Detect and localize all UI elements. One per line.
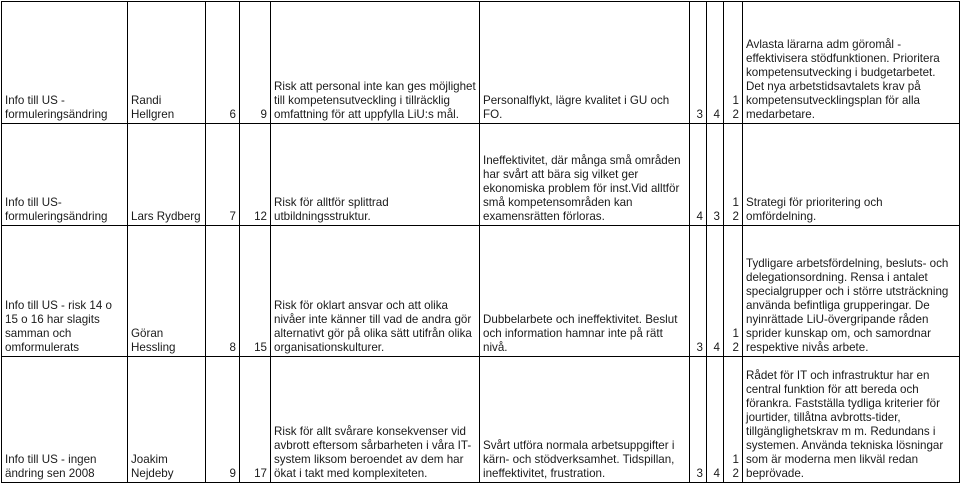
responsible-cell: Göran Hessling: [128, 226, 206, 357]
number-cell: 8: [206, 226, 240, 357]
consequence-score-cell: 4: [707, 2, 724, 124]
consequence-cell: Svårt utföra normala arbetsuppgifter i kärn- och stödverksamhet. Tidspillan, ineffektivitet, frustration.: [480, 357, 690, 483]
risk-number-cell: 15: [240, 226, 271, 357]
consequence-score-cell: 4: [707, 357, 724, 483]
probability-cell: 3: [690, 2, 707, 124]
action-cell: Avlasta lärarna adm göromål - effektivisera stödfunktionen. Prioritera kompetensutvecking i budgetarbetet. Det nya arbetstidsavtalets krav på kompetensutvecklingsplan för alla medarbetare.: [743, 2, 960, 124]
risk-description-cell: Risk för allt svårare konsekvenser vid avbrott eftersom sårbarheten i våra IT-system liksom beroendet av dem har ökat i takt med komplexiteten.: [271, 357, 480, 483]
table-row: [2, 357, 960, 483]
risk-description-cell: Risk för oklart ansvar och att olika nivåer inte känner till vad de andra gör alternativt gör på olika sätt utifrån olika organisationskulturer.: [271, 226, 480, 357]
consequence-score-cell: 4: [707, 226, 724, 357]
action-cell: Rådet för IT och infrastruktur har en central funktion för att bereda och förankra. Fastställa tydliga kriterier för jourtider, tillåtna avbrotts-tider, tillgänglighetskrav m m. Redundans i systemen. Använda tekniska lösningar som är moderna men likväl redan beprövade.: [743, 357, 960, 483]
number-cell: 6: [206, 2, 240, 124]
probability-cell: 4: [690, 124, 707, 226]
risk-value-cell: 12: [724, 226, 743, 357]
risk-value-cell: 12: [724, 357, 743, 483]
action-cell: Strategi för prioritering och omfördelning.: [743, 124, 960, 226]
risk-number-cell: 12: [240, 124, 271, 226]
probability-cell: 3: [690, 226, 707, 357]
risk-table: [1, 1, 960, 483]
responsible-cell: Randi Hellgren: [128, 2, 206, 124]
number-cell: 7: [206, 124, 240, 226]
consequence-cell: Ineffektivitet, där många små områden har svårt att bära sig vilket ger ekonomiska problem för inst.Vid alltför små kompetensområden kan examensrätten förloras.: [480, 124, 690, 226]
info-cell: Info till US - ingen ändring sen 2008: [2, 357, 128, 483]
risk-description-cell: Risk för alltför splittrad utbildningsstruktur.: [271, 124, 480, 226]
table-row: [2, 124, 960, 226]
info-cell: Info till US- formuleringsändring: [2, 124, 128, 226]
info-cell: Info till US - formuleringsändring: [2, 2, 128, 124]
risk-number-cell: 17: [240, 357, 271, 483]
risk-number-cell: 9: [240, 2, 271, 124]
consequence-cell: Dubbelarbete och ineffektivitet. Beslut och information hamnar inte på rätt nivå.: [480, 226, 690, 357]
risk-value-cell: 12: [724, 2, 743, 124]
probability-cell: 3: [690, 357, 707, 483]
number-cell: 9: [206, 357, 240, 483]
responsible-cell: Lars Rydberg: [128, 124, 206, 226]
table-row: [2, 2, 960, 124]
risk-value-cell: 12: [724, 124, 743, 226]
consequence-cell: Personalflykt, lägre kvalitet i GU och FO.: [480, 2, 690, 124]
risk-description-cell: Risk att personal inte kan ges möjlighet till kompetensutveckling i tillräcklig omfattning för att uppfylla LiU:s mål.: [271, 2, 480, 124]
responsible-cell: Joakim Nejdeby: [128, 357, 206, 483]
info-cell: Info till US - risk 14 o 15 o 16 har slagits samman och omformulerats: [2, 226, 128, 357]
consequence-score-cell: 3: [707, 124, 724, 226]
action-cell: Tydligare arbetsfördelning, besluts- och delegationsordning. Rensa i antalet specialgrupper och i större utsträckning använda befintliga grupperingar. De nyinrättade LiU-övergripande råden sprider kunskap om, och samordnar respektive nivås arbete.: [743, 226, 960, 357]
table-row: [2, 226, 960, 357]
